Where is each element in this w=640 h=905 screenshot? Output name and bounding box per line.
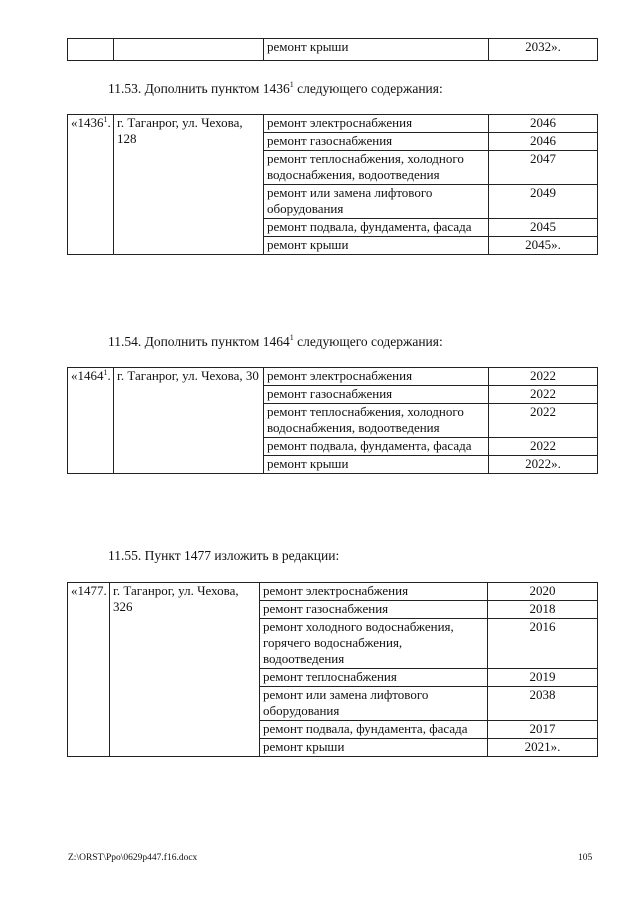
year-cell: 2022». bbox=[489, 456, 598, 474]
address-cell: г. Таганрог, ул. Чехова, 128 bbox=[114, 115, 264, 255]
table-1477 bbox=[67, 582, 598, 757]
year-cell: 2021». bbox=[488, 739, 598, 757]
work-cell: ремонт крыши bbox=[264, 237, 489, 255]
table-row bbox=[68, 115, 598, 133]
work-cell: ремонт крыши bbox=[260, 739, 488, 757]
year-cell: 2022 bbox=[489, 386, 598, 404]
section-heading-11-54: 11.54. Дополнить пунктом 1464$^1$ следующего содержания: bbox=[108, 333, 443, 349]
work-cell: ремонт крыши bbox=[264, 39, 489, 61]
year-cell: 2018 bbox=[488, 601, 598, 619]
work-cell: ремонт теплоснабжения bbox=[260, 669, 488, 687]
table-row bbox=[68, 583, 598, 601]
work-cell: ремонт подвала, фундамента, фасада bbox=[264, 438, 489, 456]
work-cell: ремонт газоснабжения bbox=[260, 601, 488, 619]
year-cell: 2046 bbox=[489, 133, 598, 151]
year-cell: 2022 bbox=[489, 404, 598, 438]
year-cell: 2016 bbox=[488, 619, 598, 669]
table-row bbox=[68, 39, 598, 61]
year-cell: 2019 bbox=[488, 669, 598, 687]
work-cell: ремонт подвала, фундамента, фасада bbox=[264, 219, 489, 237]
year-cell: 2020 bbox=[488, 583, 598, 601]
year-cell: 2047 bbox=[489, 151, 598, 185]
item-number-cell: «1436$^1$. bbox=[68, 115, 114, 255]
work-cell: ремонт теплоснабжения, холодного водоснабжения, водоотведения bbox=[264, 151, 489, 185]
work-cell: ремонт крыши bbox=[264, 456, 489, 474]
year-cell: 2045». bbox=[489, 237, 598, 255]
year-cell: 2022 bbox=[489, 438, 598, 456]
year-cell: 2045 bbox=[489, 219, 598, 237]
year-cell: 2038 bbox=[488, 687, 598, 721]
table-1464-1 bbox=[67, 367, 598, 474]
section-heading-11-53: 11.53. Дополнить пунктом 1436$^1$ следующего содержания: bbox=[108, 80, 443, 96]
item-number-cell: «1464$^1$. bbox=[68, 368, 114, 474]
work-cell: ремонт холодного водоснабжения, горячего водоснабжения, водоотведения bbox=[260, 619, 488, 669]
footer-file-path: Z:\ORST\Ppo\0629p447.f16.docx bbox=[68, 853, 198, 863]
year-cell: 2017 bbox=[488, 721, 598, 739]
work-cell: ремонт газоснабжения bbox=[264, 133, 489, 151]
year-cell: 2046 bbox=[489, 115, 598, 133]
address-cell: г. Таганрог, ул. Чехова, 30 bbox=[114, 368, 264, 474]
work-cell: ремонт газоснабжения bbox=[264, 386, 489, 404]
work-cell: ремонт электроснабжения bbox=[264, 368, 489, 386]
work-cell: ремонт или замена лифтового оборудования bbox=[260, 687, 488, 721]
work-cell: ремонт теплоснабжения, холодного водоснабжения, водоотведения bbox=[264, 404, 489, 438]
table-row bbox=[68, 368, 598, 386]
table-1436-1 bbox=[67, 114, 598, 255]
address-cell: г. Таганрог, ул. Чехова, 326 bbox=[110, 583, 260, 757]
continuation-table bbox=[67, 38, 598, 61]
work-cell: ремонт электроснабжения bbox=[260, 583, 488, 601]
work-cell: ремонт или замена лифтового оборудования bbox=[264, 185, 489, 219]
year-cell: 2049 bbox=[489, 185, 598, 219]
work-cell: ремонт электроснабжения bbox=[264, 115, 489, 133]
work-cell: ремонт подвала, фундамента, фасада bbox=[260, 721, 488, 739]
footer-page-number: 105 bbox=[578, 853, 593, 863]
item-number-cell: «1477. bbox=[68, 583, 110, 757]
year-cell: 2022 bbox=[489, 368, 598, 386]
year-cell: 2032». bbox=[489, 39, 598, 61]
section-heading-11-55: 11.55. Пункт 1477 изложить в редакции: bbox=[108, 548, 340, 563]
